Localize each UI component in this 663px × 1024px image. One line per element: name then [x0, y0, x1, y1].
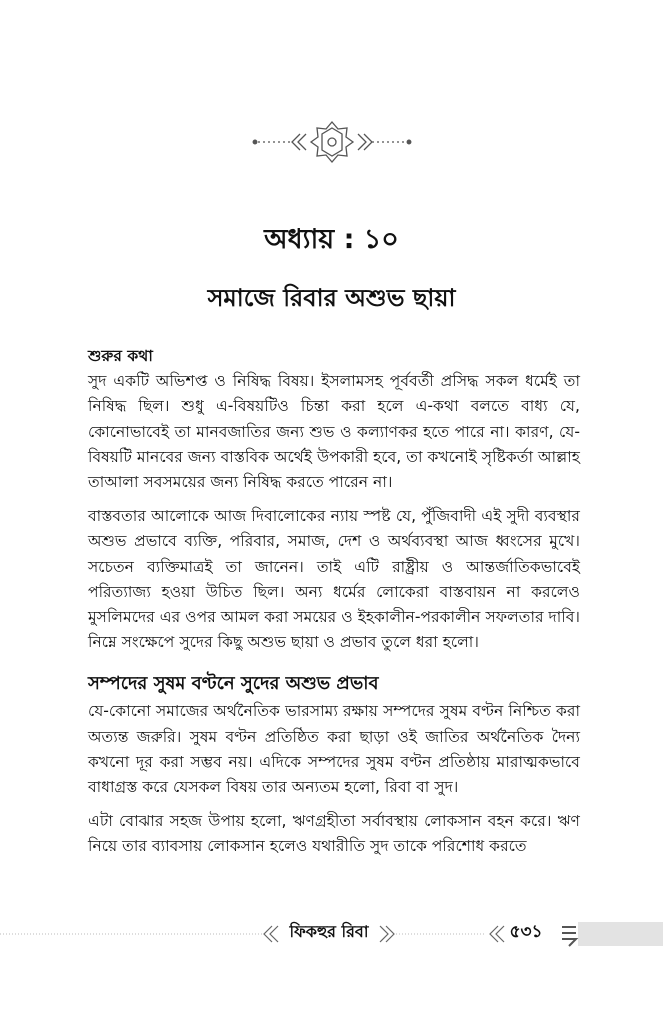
page-number: ৫৩১ [509, 922, 543, 942]
paragraph: যে-কোনো সমাজের অর্থনৈতিক ভারসাম্য রক্ষায় সম্পদের সুষম বণ্টন নিশ্চিত করা অত্যন্ত জরুরি। সুষম বণ্টন প্রতিষ্ঠিত করা ছাড়া ওই জাতির অর্থনৈতিক দৈন্য কখনো দূর করা সম্ভব নয়। এদিকে সম্পদের সুষম বণ্টন প্রতিষ্ঠায় মারাত্মকভাবে বাধাগ্রস্ত করে যেসকল বিষয় তার অন্যতম হলো, রিবা বা সুদ। [88, 702, 580, 797]
chapter-ornament [0, 112, 663, 172]
chapter-title: সমাজে রিবার অশুভ ছায়া [207, 284, 456, 312]
paragraph: সুদ একটি অভিশপ্ত ও নিষিদ্ধ বিষয়। ইসলামসহ পূর্ববর্তী প্রসিদ্ধ সকল ধর্মেই তা নিষিদ্ধ ছিল। শুধু এ-বিষয়টিও চিন্তা করা হলে এ-কথা বলতে বাধ্য যে, কোনোভাবেই তা মানবজাতির জন্য শুভ ও কল্যাণকর হতে পারে না। কারণ, যে-বিষয়টি মানবের জন্য বাস্তবিক অর্থেই উপকারী হবে, তা কখনোই সৃষ্টিকর্তা আল্লাহ তাআলা সবসময়ের জন্য নিষিদ্ধ করতে পারেন না। [88, 372, 580, 492]
paragraph: এটা বোঝার সহজ উপায় হলো, ঋণগ্রহীতা সর্বাবস্থায় লোকসান বহন করে। ঋণ নিয়ে তার ব্যাবসায় লোকসান হলেও যথারীতি সুদ তাকে পরিশোধ করতে [88, 812, 580, 856]
chapter-body [88, 344, 580, 860]
chapter-heading: অধ্যায় : ১০ [264, 224, 399, 255]
page-marker-icon [562, 927, 576, 946]
section-heading: সম্পদের সুষম বণ্টনে সুদের অশুভ প্রভাব [88, 673, 379, 695]
paragraph: বাস্তবতার আলোকে আজ দিবালোকের ন্যায় স্পষ্ট যে, পুঁজিবাদী এই সুদী ব্যবস্থার অশুভ প্রভাবে ব্যক্তি, পরিবার, সমাজ, দেশ ও অর্থব্যবস্থা আজ ধ্বংসের মুখে। সচেতন ব্যক্তিমাত্রই তা জানেন। তাই এটি রাষ্ট্রীয় ও আন্তর্জাতিকভাবেই পরিত্যাজ্য হওয়া উচিত ছিল। অন্য ধর্মের লোকেরা বাস্তবায়ন না করলেও মুসলিমদের এর ওপর আমল করা সময়ের ও ইহকালীন-পরকালীন সফলতার দাবি। নিম্নে সংক্ষেপে সুদের কিছু অশুভ ছায়া ও প্রভাব তুলে ধরা হলো। [88, 507, 580, 652]
section-heading: শুরুর কথা [88, 347, 153, 365]
footer-book-title: ফিকহুর রিবা [289, 922, 369, 941]
